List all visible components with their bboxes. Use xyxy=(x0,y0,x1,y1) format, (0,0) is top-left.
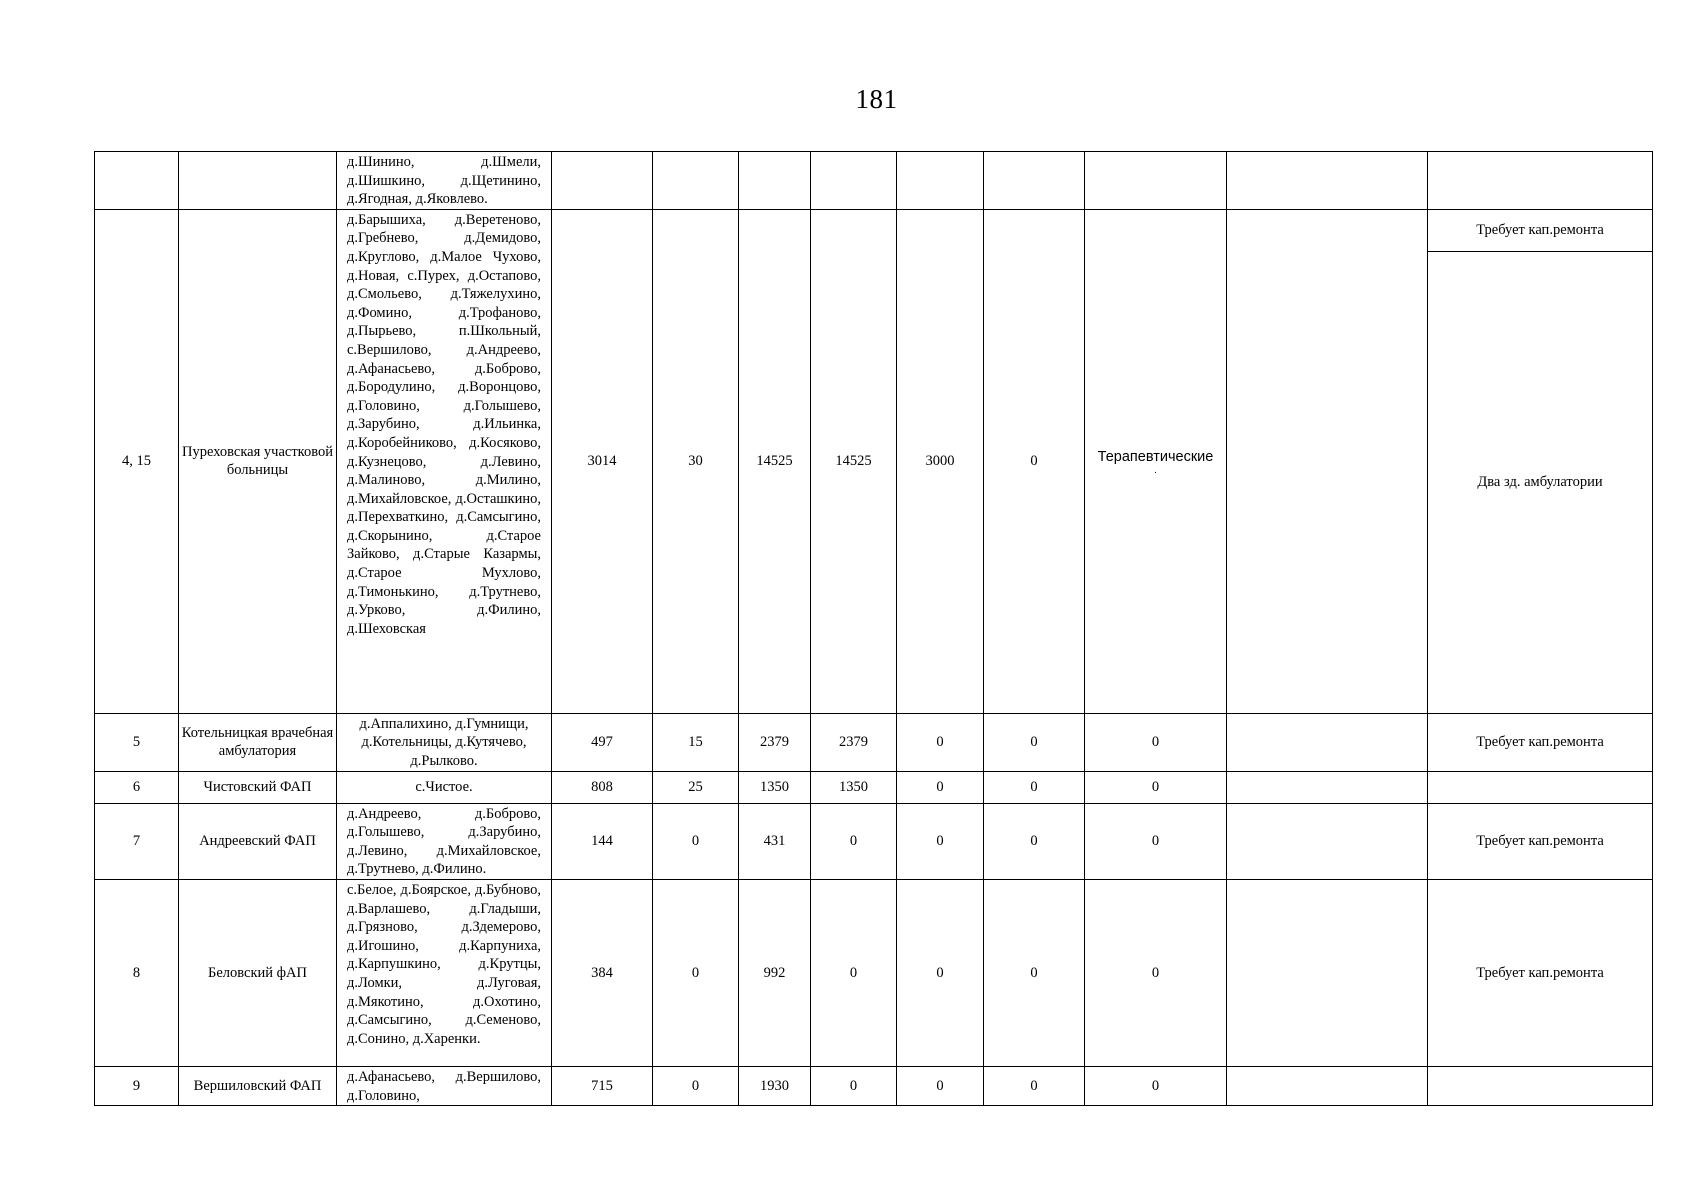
cell-c12-top: Требует кап.ремонта xyxy=(1428,209,1653,251)
cell-c5: 0 xyxy=(653,1066,739,1105)
cell-c12: Требует кап.ремонта xyxy=(1428,803,1653,879)
cell-no xyxy=(95,152,179,210)
cell-c11 xyxy=(1227,713,1428,771)
cell-villages: д.Шинино, д.Шмели, д.Шишкино, д.Щетинино, д.Ягодная, д.Яковлево. xyxy=(337,152,552,210)
cell-c10 xyxy=(1085,209,1227,713)
cell-c10: 0 xyxy=(1085,879,1227,1066)
cell-c4: 144 xyxy=(552,803,653,879)
cell-c12-bottom: Два зд. амбулатории xyxy=(1428,251,1653,713)
table-row xyxy=(95,879,1653,1066)
cell-c8: 0 xyxy=(897,713,984,771)
cell-villages: д.Аппалихино, д.Гумнищи, д.Котельницы, д.Кутячево, д.Рылково. xyxy=(337,713,552,771)
cell-c12: Требует кап.ремонта xyxy=(1428,713,1653,771)
cell-c8: 0 xyxy=(897,879,984,1066)
cell-c10: 0 xyxy=(1085,771,1227,803)
cell-c12 xyxy=(1428,771,1653,803)
cell-c4 xyxy=(552,152,653,210)
cell-c9: 0 xyxy=(984,803,1085,879)
cell-c6: 992 xyxy=(739,879,811,1066)
cell-c5 xyxy=(653,152,739,210)
cell-villages: д.Барышиха, д.Веретеново, д.Гребнево, д.Демидово, д.Круглово, д.Малое Чухово, д.Новая, с.Пурех, д.Остапово, д.Смольево, д.Тяжелухино, д.Фомино, д.Трофаново, д.Пырьево, п.Школьный, с.Вершилово, д.Андреево, д.Афанасьево, д.Боброво, д.Бородулино, д.Воронцово, д.Головино, д.Голышево, д.Зарубино, д.Ильинка, д.Коробейниково, д.Косяково, д.Кузнецово, д.Левино, д.Малиново, д.Милино, д.Михайловское, д.Осташкино, д.Перехваткино, д.Самсыгино, д.Скорынино, д.Старое Зайково, д.Старые Казармы, д.Старое Мухлово, д.Тимонькино, д.Трутнево, д.Урково, д.Филино, д.Шеховская xyxy=(337,209,552,713)
cell-c6: 1930 xyxy=(739,1066,811,1105)
cell-name: Пуреховская участковой больницы xyxy=(179,209,337,713)
table-row xyxy=(95,803,1653,879)
cell-c7: 0 xyxy=(811,1066,897,1105)
cell-villages: с.Чистое. xyxy=(337,771,552,803)
cell-c4: 497 xyxy=(552,713,653,771)
cell-name: Котельницкая врачебная амбулатория xyxy=(179,713,337,771)
cell-c11 xyxy=(1227,879,1428,1066)
table-row xyxy=(95,152,1653,210)
cell-no: 6 xyxy=(95,771,179,803)
cell-no: 4, 15 xyxy=(95,209,179,713)
cell-c7: 0 xyxy=(811,803,897,879)
cell-c7: 14525 xyxy=(811,209,897,713)
cell-c4: 808 xyxy=(552,771,653,803)
page-number: 181 xyxy=(855,84,898,114)
cell-name: Вершиловский ФАП xyxy=(179,1066,337,1105)
cell-c11 xyxy=(1227,152,1428,210)
cell-c9: 0 xyxy=(984,1066,1085,1105)
cell-c10: 0 xyxy=(1085,1066,1227,1105)
cell-c11 xyxy=(1227,771,1428,803)
cell-c6: 2379 xyxy=(739,713,811,771)
cell-c8 xyxy=(897,152,984,210)
cell-c5: 30 xyxy=(653,209,739,713)
cell-c4: 3014 xyxy=(552,209,653,713)
cell-c11 xyxy=(1227,1066,1428,1105)
cell-c4: 384 xyxy=(552,879,653,1066)
cell-c9: 0 xyxy=(984,771,1085,803)
cell-c8: 0 xyxy=(897,1066,984,1105)
cell-villages: д.Афанасьево, д.Вершилово, д.Головино, xyxy=(337,1066,552,1105)
cell-c6: 14525 xyxy=(739,209,811,713)
cell-c6: 431 xyxy=(739,803,811,879)
cell-villages: с.Белое, д.Боярское, д.Бубново, д.Варлашево, д.Гладыши, д.Грязново, д.Здемерово, д.Игошино, д.Карпуниха, д.Карпушкино, д.Крутцы, д.Ломки, д.Луговая, д.Мякотино, д.Охотино, д.Самсыгино, д.Семеново, д.Сонино, д.Харенки. xyxy=(337,879,552,1066)
cell-c9: 0 xyxy=(984,879,1085,1066)
cell-no: 5 xyxy=(95,713,179,771)
cell-c8: 0 xyxy=(897,771,984,803)
table-row xyxy=(95,209,1653,251)
cell-c9 xyxy=(984,152,1085,210)
cell-c8: 0 xyxy=(897,803,984,879)
cell-no: 9 xyxy=(95,1066,179,1105)
cell-c7 xyxy=(811,152,897,210)
cell-c11 xyxy=(1227,209,1428,713)
cell-villages: д.Андреево, д.Боброво, д.Голышево, д.Зарубино, д.Левино, д.Михайловское, д.Трутнево, д.Филино. xyxy=(337,803,552,879)
cell-c5: 0 xyxy=(653,803,739,879)
cell-c9: 0 xyxy=(984,209,1085,713)
cell-c12 xyxy=(1428,1066,1653,1105)
cell-c11 xyxy=(1227,803,1428,879)
cell-c5: 25 xyxy=(653,771,739,803)
cell-c8: 3000 xyxy=(897,209,984,713)
table-row xyxy=(95,771,1653,803)
cell-c6 xyxy=(739,152,811,210)
table-row xyxy=(95,713,1653,771)
cell-no: 8 xyxy=(95,879,179,1066)
cell-name: Андреевский ФАП xyxy=(179,803,337,879)
cell-c10: 0 xyxy=(1085,803,1227,879)
cell-c10-mark: . xyxy=(1154,464,1157,476)
cell-c10-text: Терапевтические xyxy=(1097,448,1214,465)
cell-c4: 715 xyxy=(552,1066,653,1105)
cell-c5: 0 xyxy=(653,879,739,1066)
cell-no: 7 xyxy=(95,803,179,879)
table-row xyxy=(95,1066,1653,1105)
cell-name xyxy=(179,152,337,210)
cell-c7: 0 xyxy=(811,879,897,1066)
cell-name: Чистовский ФАП xyxy=(179,771,337,803)
cell-name: Беловский фАП xyxy=(179,879,337,1066)
cell-c7: 2379 xyxy=(811,713,897,771)
cell-c9: 0 xyxy=(984,713,1085,771)
cell-c10 xyxy=(1085,152,1227,210)
facilities-table xyxy=(94,151,1653,1106)
cell-c12: Требует кап.ремонта xyxy=(1428,879,1653,1066)
cell-c12 xyxy=(1428,152,1653,210)
cell-c7: 1350 xyxy=(811,771,897,803)
cell-c5: 15 xyxy=(653,713,739,771)
cell-c10: 0 xyxy=(1085,713,1227,771)
cell-c6: 1350 xyxy=(739,771,811,803)
